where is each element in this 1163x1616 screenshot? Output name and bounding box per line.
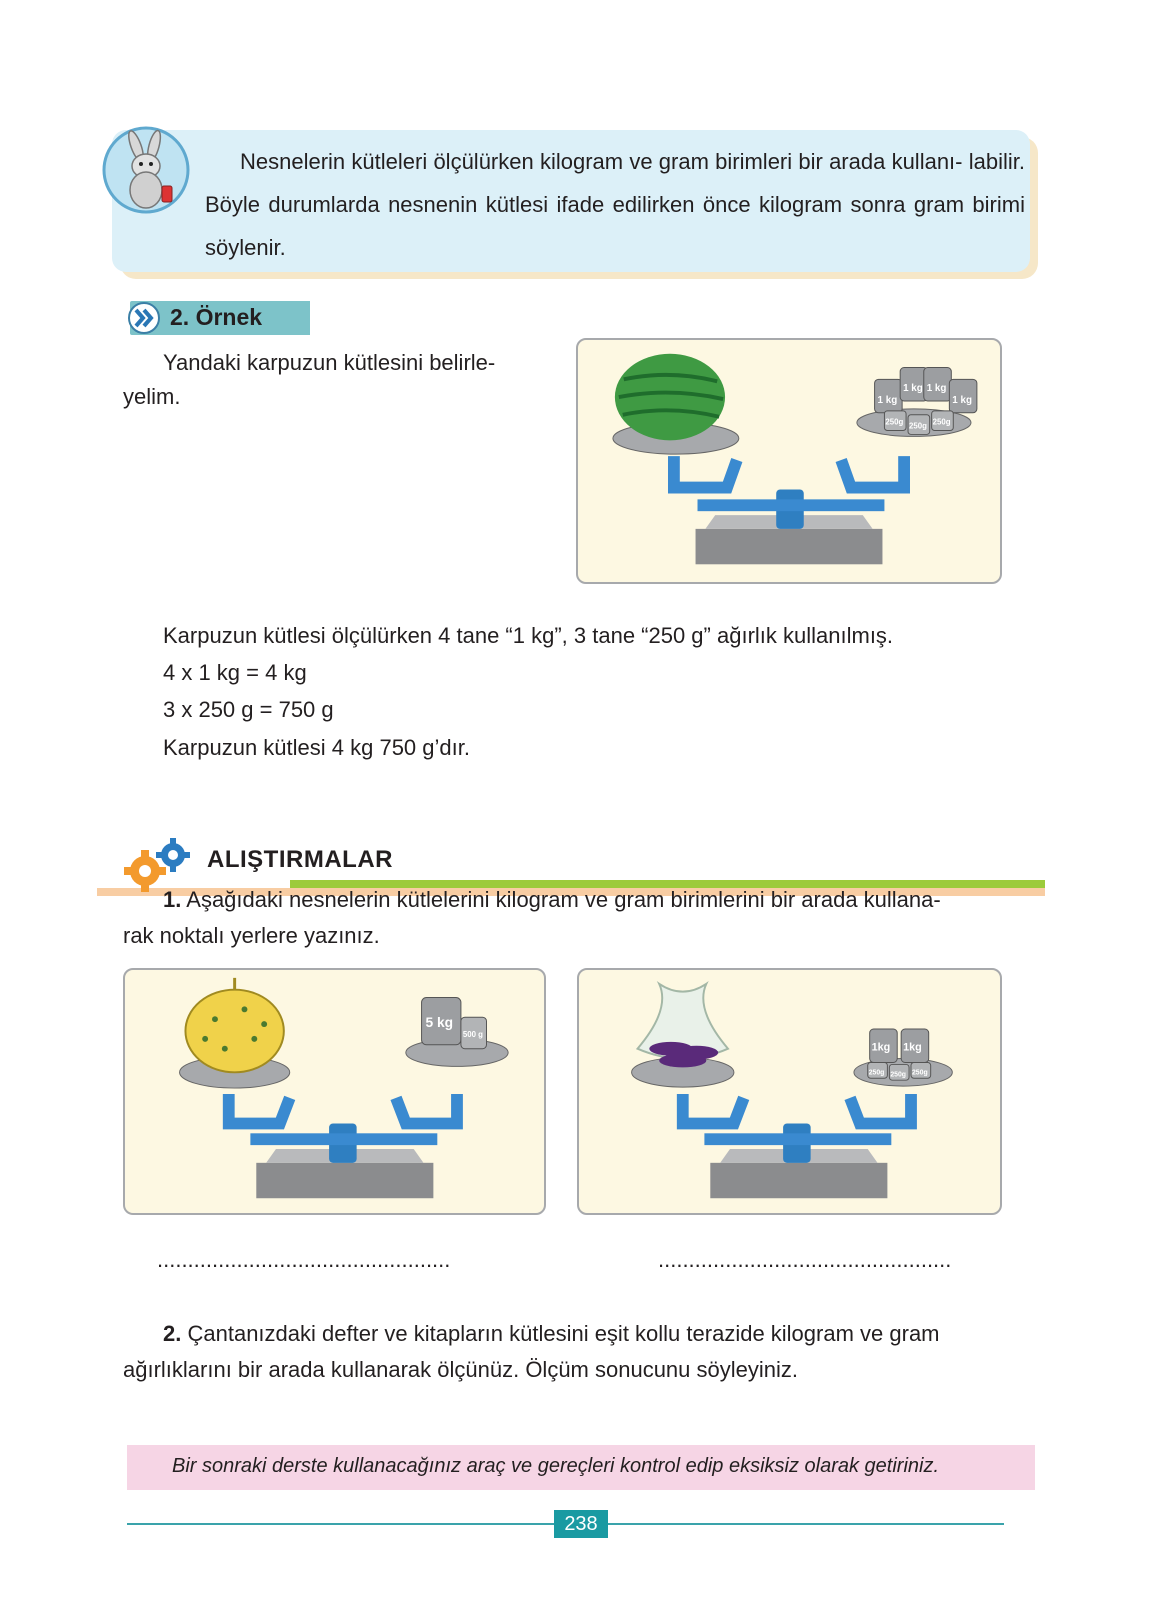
footer-line-right bbox=[608, 1523, 1004, 1525]
question-1-line-2: rak noktalı yerlere yazınız. bbox=[123, 923, 380, 948]
weight-label: 1kg bbox=[903, 1041, 922, 1054]
weight-label: 1 kg bbox=[926, 383, 947, 395]
double-chevron-icon bbox=[126, 301, 162, 335]
melon-scale-figure bbox=[123, 968, 546, 1215]
info-line-3: gram birimi söylenir. bbox=[205, 192, 1025, 260]
question-2-line-2: ağırlıklarını bir arada kullanarak ölçünüz. Ölçüm sonucunu söyleyiniz. bbox=[123, 1357, 798, 1382]
footer-line-left bbox=[127, 1523, 554, 1525]
weight-label: 1 kg bbox=[877, 394, 898, 406]
rabbit-mascot-icon bbox=[102, 124, 190, 216]
weight-label: 250g bbox=[890, 1071, 907, 1079]
weight-label: 250g bbox=[932, 417, 951, 427]
question-1-line-1 bbox=[163, 883, 1013, 917]
weight-label: 250g bbox=[885, 417, 904, 427]
weight-label: 250g bbox=[868, 1069, 885, 1077]
weight-label: 1 kg bbox=[952, 394, 972, 406]
example-result: Karpuzun kütlesi 4 kg 750 g’dır. bbox=[163, 735, 470, 760]
exercises-title: ALIŞTIRMALAR bbox=[207, 846, 393, 873]
question-2-number: 2. bbox=[163, 1321, 182, 1346]
weight-label: 250g bbox=[909, 421, 927, 431]
weight-label: 500 g bbox=[462, 1029, 483, 1039]
answer-blank-1[interactable]: ................................................ bbox=[157, 1247, 451, 1272]
calc-line-2: 3 x 250 g = 750 g bbox=[163, 697, 334, 722]
example-label: 2. Örnek bbox=[170, 304, 263, 330]
page-number: 238 bbox=[554, 1510, 608, 1538]
question-1-text: Aşağıdaki nesnelerin kütlelerini kilogram ve gram birimlerini bir arada kullana- bbox=[186, 887, 941, 912]
weight-label: 250g bbox=[911, 1069, 928, 1077]
weight-label: 5 kg bbox=[425, 1015, 454, 1031]
info-line-2: labilir. Böyle durumlarda nesnenin kütlesi ifade edilirken önce kilogram sonra bbox=[205, 149, 1025, 217]
example-intro-line-1: Yandaki karpuzun kütlesini belirle- bbox=[163, 350, 496, 375]
question-2-line-1 bbox=[163, 1317, 1013, 1351]
weight-label: 1 kg bbox=[903, 383, 923, 395]
question-1-number: 1. bbox=[163, 887, 182, 912]
calc-line-1: 4 x 1 kg = 4 kg bbox=[163, 660, 307, 685]
answer-blank-2[interactable]: ................................................ bbox=[658, 1247, 952, 1272]
example-explanation: Karpuzun kütlesi ölçülürken 4 tane “1 kg”, 3 tane “250 g” ağırlık kullanılmış. bbox=[163, 623, 894, 648]
weight-label: 1kg bbox=[871, 1041, 891, 1054]
info-line-1: Nesnelerin kütleleri ölçülürken kilogram ve gram birimleri bir arada kullanı- bbox=[240, 149, 963, 174]
eggplant-scale-figure bbox=[577, 968, 1002, 1215]
question-2-text: Çantanızdaki defter ve kitapların kütlesini eşit kollu terazide kilogram ve gram bbox=[187, 1321, 940, 1346]
example-intro-line-2: yelim. bbox=[123, 384, 181, 409]
info-text bbox=[205, 140, 1025, 269]
watermelon-scale-figure bbox=[576, 338, 1002, 584]
note-text: Bir sonraki derste kullanacağınız araç ve gereçleri kontrol edip eksiksiz olarak getiriniz. bbox=[172, 1455, 940, 1477]
